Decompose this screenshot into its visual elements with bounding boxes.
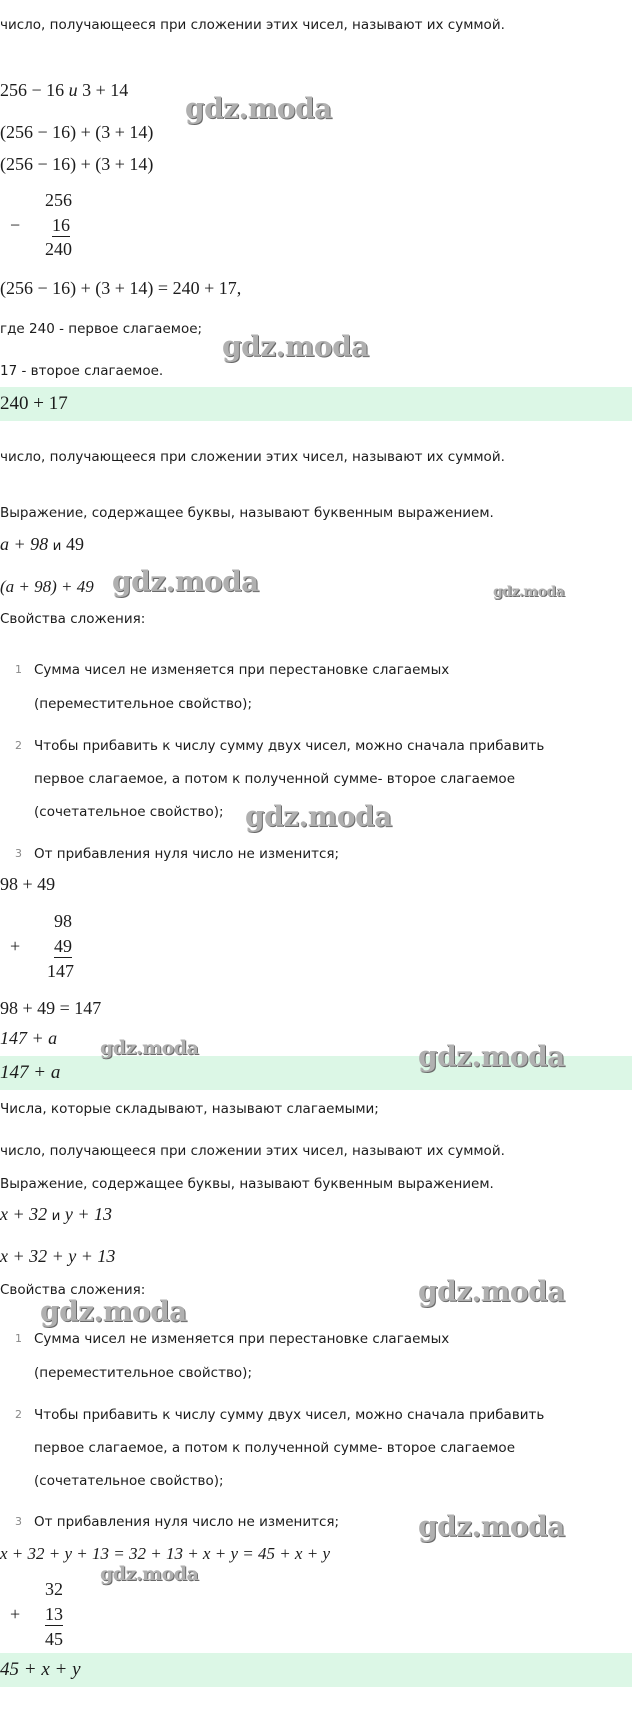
equation: x + 32 + y + 13 = 32 + 13 + x + y = 45 + x + y bbox=[0, 1544, 330, 1563]
expression: (a + 98) + 49 bbox=[0, 577, 94, 596]
watermark-logo: gdz.moda bbox=[185, 92, 332, 125]
result-expression: 147 + a bbox=[0, 1028, 58, 1048]
sum-definition: число, получающееся при сложении этих чисел, называют их суммой. bbox=[0, 1143, 505, 1159]
watermark-logo: gdz.moda bbox=[245, 800, 392, 833]
list-item: (переместительное свойство); bbox=[34, 696, 252, 712]
expression-definition: Выражение, содержащее буквы, называют буквенным выражением. bbox=[0, 505, 494, 521]
list-item: (сочетательное свойство); bbox=[34, 804, 224, 820]
list-number: 2 bbox=[15, 1408, 22, 1421]
expression: (256 − 16) + (3 + 14) bbox=[0, 154, 154, 174]
watermark-logo: gdz.moda bbox=[112, 565, 259, 598]
given-expressions: 256 − 16 и 3 + 14 bbox=[0, 80, 129, 100]
column-subtrahend: 16 bbox=[52, 215, 70, 235]
column-top: 256 bbox=[45, 190, 72, 210]
column-operator: + bbox=[10, 1604, 21, 1624]
column-result: 45 bbox=[45, 1629, 63, 1649]
list-item: (переместительное свойство); bbox=[34, 1365, 252, 1381]
expression: x + 32 + y + 13 bbox=[0, 1246, 116, 1266]
list-item: Чтобы прибавить к числу сумму двух чисел, можно сначала прибавить bbox=[34, 738, 545, 754]
list-item: первое слагаемое, а потом к полученной сумме- второе слагаемое bbox=[34, 771, 515, 787]
list-number: 3 bbox=[15, 847, 22, 860]
properties-title: Свойства сложения: bbox=[0, 611, 146, 627]
sum-expression: 98 + 49 bbox=[0, 874, 56, 894]
list-item: Сумма чисел не изменяется при перестановке слагаемых bbox=[34, 662, 450, 678]
given-expressions: x + 32 и y + 13 bbox=[0, 1204, 113, 1224]
column-addend: 49 bbox=[54, 936, 72, 956]
expression-definition: Выражение, содержащее буквы, называют буквенным выражением. bbox=[0, 1176, 494, 1192]
watermark-logo: gdz.moda bbox=[418, 1275, 565, 1308]
column-operator: + bbox=[10, 936, 21, 956]
column-result: 147 bbox=[47, 961, 74, 981]
addends-definition: Числа, которые складывают, называют слагаемыми; bbox=[0, 1101, 379, 1117]
properties-title: Свойства сложения: bbox=[0, 1282, 146, 1298]
given-expressions: a + 98 и 49 bbox=[0, 534, 84, 554]
sum-definition: число, получающееся при сложении этих чисел, называют их суммой. bbox=[0, 449, 505, 465]
list-item: первое слагаемое, а потом к полученной сумме- второе слагаемое bbox=[34, 1440, 515, 1456]
sum-definition: число, получающееся при сложении этих чисел, называют их суммой. bbox=[0, 17, 505, 33]
column-top: 98 bbox=[54, 911, 72, 931]
column-result: 240 bbox=[45, 239, 72, 259]
answer: 240 + 17 bbox=[0, 393, 68, 414]
list-number: 1 bbox=[15, 663, 22, 676]
watermark-logo: gdz.moda bbox=[418, 1510, 565, 1543]
list-number: 2 bbox=[15, 739, 22, 752]
answer-box bbox=[0, 1653, 632, 1687]
watermark-logo: gdz.moda bbox=[418, 1040, 565, 1073]
answer-box bbox=[0, 387, 632, 421]
list-item: Сумма чисел не изменяется при перестановке слагаемых bbox=[34, 1331, 450, 1347]
column-operator: − bbox=[10, 215, 21, 235]
answer: 147 + a bbox=[0, 1062, 61, 1083]
watermark-logo: gdz.moda bbox=[222, 330, 369, 363]
column-addend: 13 bbox=[45, 1604, 63, 1624]
list-item: От прибавления нуля число не изменится; bbox=[34, 846, 340, 862]
watermark-logo: gdz.moda bbox=[493, 584, 565, 600]
list-number: 3 bbox=[15, 1515, 22, 1528]
equation: 98 + 49 = 147 bbox=[0, 998, 102, 1018]
list-item: От прибавления нуля число не изменится; bbox=[34, 1514, 340, 1530]
first-addend-note: где 240 - первое слагаемое; bbox=[0, 321, 203, 337]
second-addend-note: 17 - второе слагаемое. bbox=[0, 363, 164, 379]
watermark-logo: gdz.moda bbox=[100, 1037, 199, 1059]
list-item: Чтобы прибавить к числу сумму двух чисел, можно сначала прибавить bbox=[34, 1407, 545, 1423]
column-top: 32 bbox=[45, 1579, 63, 1599]
watermark-logo: gdz.moda bbox=[100, 1563, 199, 1585]
list-item: (сочетательное свойство); bbox=[34, 1473, 224, 1489]
equation: (256 − 16) + (3 + 14) = 240 + 17, bbox=[0, 278, 242, 298]
list-number: 1 bbox=[15, 1332, 22, 1345]
expression: (256 − 16) + (3 + 14) bbox=[0, 122, 154, 142]
answer: 45 + x + y bbox=[0, 1659, 81, 1680]
watermark-logo: gdz.moda bbox=[40, 1295, 187, 1328]
